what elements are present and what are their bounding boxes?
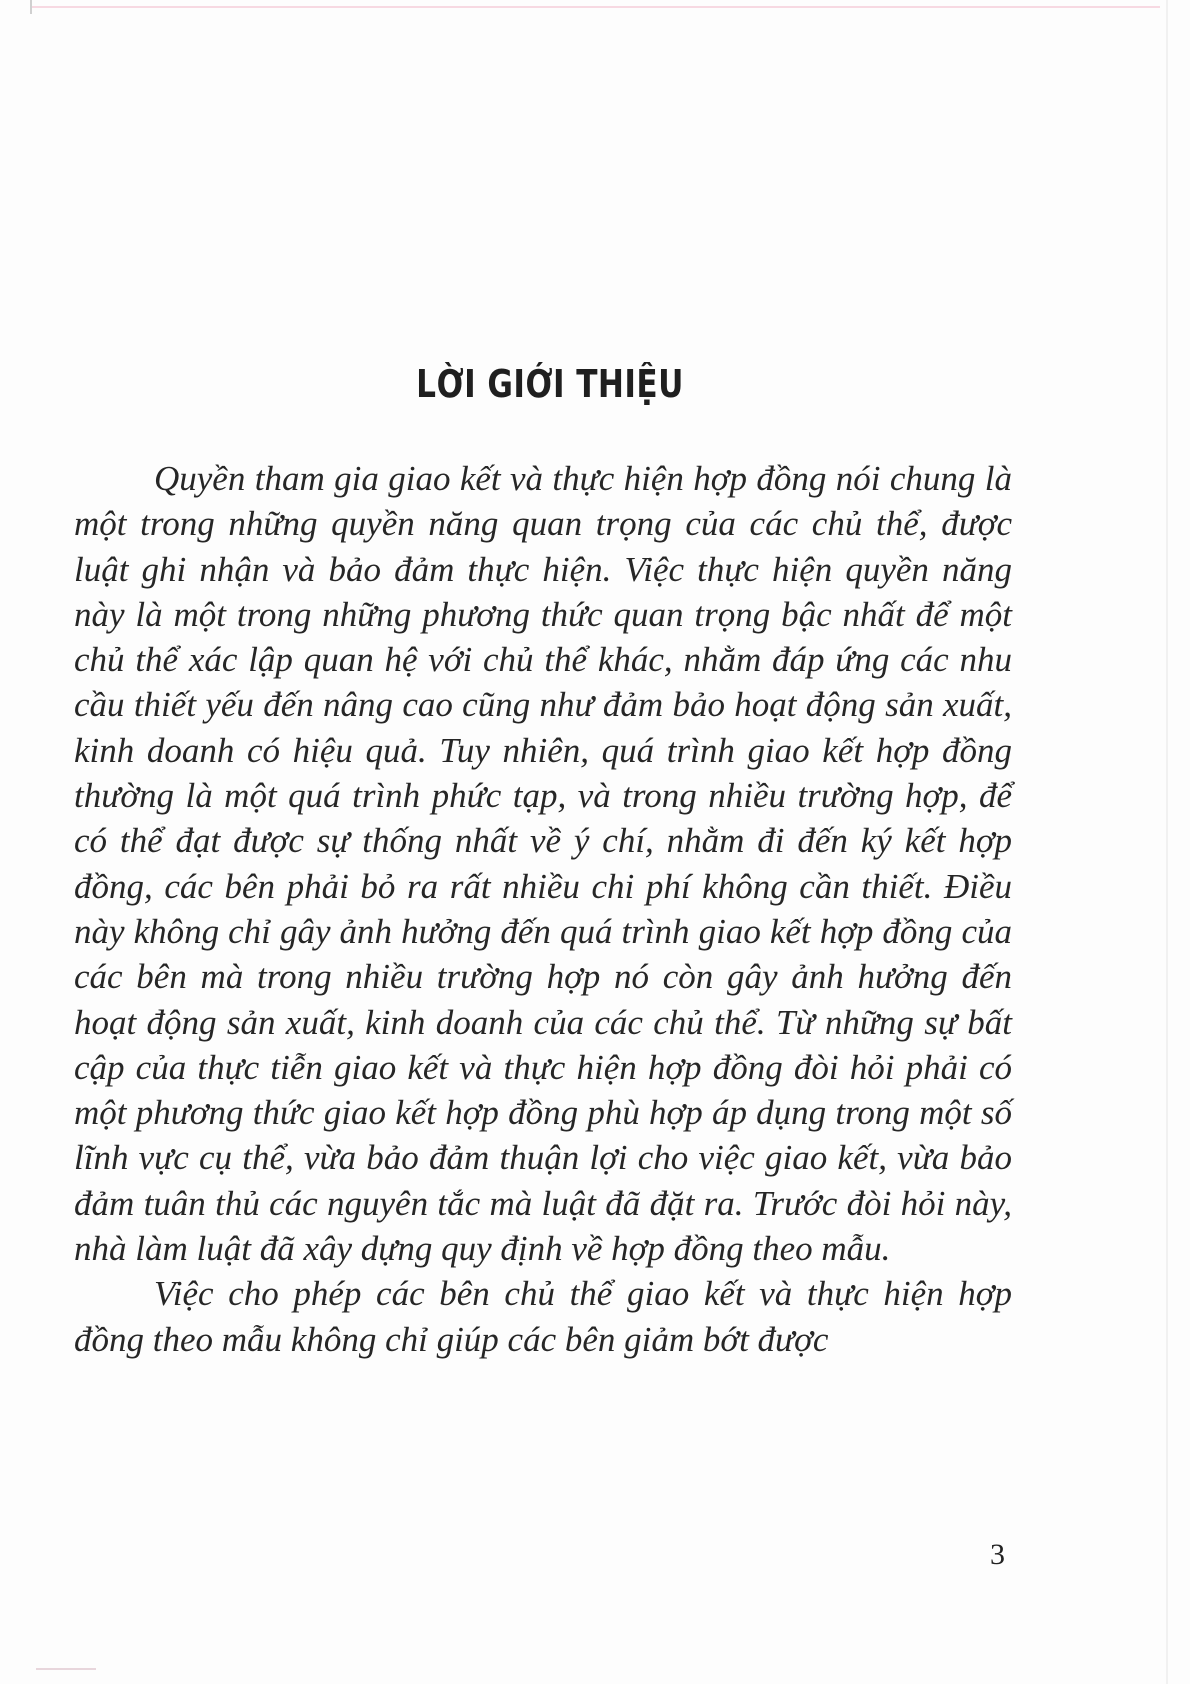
scan-edge-right [1166,0,1168,1684]
page-number: 3 [990,1538,1005,1571]
page-title: LỜI GIỚI THIỆU [416,362,684,406]
scan-edge-corner [30,0,32,14]
paragraph-1: Quyền tham gia giao kết và thực hiện hợp đồng nói chung là một trong những quyền năng quan trọng của các chủ thể, được luật ghi nhận và bảo đảm thực hiện. Việc thực hiện quyền năng này là một trong những phương thức quan trọng bậc nhất để một chủ thể xác lập quan hệ với chủ thể khác, nhằm đáp ứng các nhu cầu thiết yếu đến nâng cao cũng như đảm bảo hoạt động sản xuất, kinh doanh có hiệu quả. Tuy nhiên, quá trình giao kết hợp đồng thường là một quá trình phức tạp, và trong nhiều trường hợp, để có thể đạt được sự thống nhất về ý chí, nhằm đi đến ký kết hợp đồng, các bên phải bỏ ra rất nhiều chi phí không cần thiết. Điều này không chỉ gây ảnh hưởng đến quá trình giao kết hợp đồng của các bên mà trong nhiều trường hợp nó còn gây ảnh hưởng đến hoạt động sản xuất, kinh doanh của các chủ thể. Từ những sự bất cập của thực tiễn giao kết và thực hiện hợp đồng đòi hỏi phải có một phương thức giao kết hợp đồng phù hợp áp dụng trong một số lĩnh vực cụ thể, vừa bảo đảm thuận lợi cho việc giao kết, vừa bảo đảm tuân thủ các nguyên tắc mà luật đã đặt ra. Trước đòi hỏi này, nhà làm luật đã xây dựng quy định về hợp đồng theo mẫu. [74,459,1012,1269]
scan-edge-top [30,6,1160,8]
paragraph-2: Việc cho phép các bên chủ thể giao kết và thực hiện hợp đồng theo mẫu không chỉ giúp các bên giảm bớt được [74,1274,1012,1359]
scan-edge-bottom [36,1668,96,1670]
body-text [74,456,1012,1362]
